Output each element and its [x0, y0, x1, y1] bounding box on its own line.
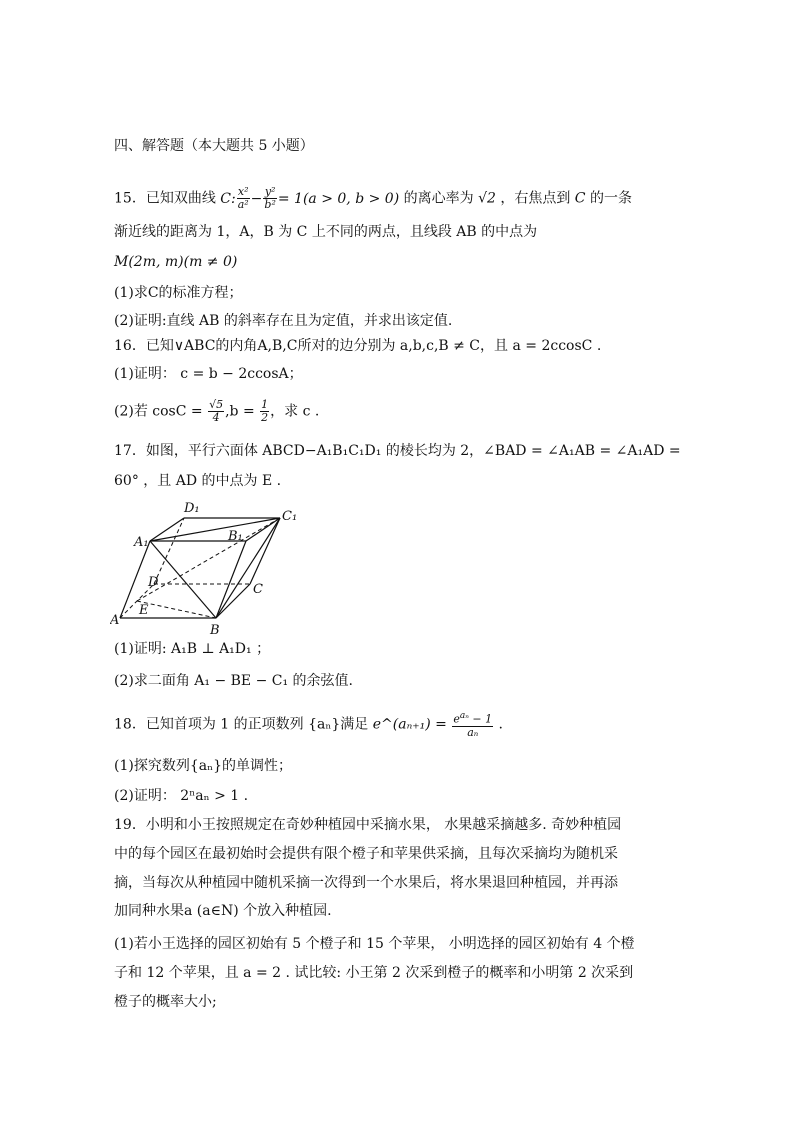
q19-part-1-line-3: 橙子的概率大小; [114, 994, 217, 1010]
q16-p2-text-a: (2)若 cosC = [114, 403, 208, 420]
q15-text-b: 的离心率为 [403, 190, 479, 207]
fraction-sqrt5-over-4: $\frac{√5}{4}$ [209, 398, 224, 424]
q16-p2-text-c: ，求 c . [270, 403, 320, 420]
q19-part-1-line-1: (1)若小王选择的园区初始有 5 个橙子和 15 个苹果， 小明选择的园区初始有 4 个橙 [114, 936, 635, 952]
q15-text-e: 的一条 [589, 190, 632, 207]
q19-line-4: 加同种水果a (a∈N) 个放入种植园. [114, 903, 332, 919]
label-A: A [110, 613, 120, 628]
q18-part-2: (2)证明： 2ⁿaₙ > 1 . [114, 788, 249, 804]
q17-line-2: 60° ，且 AD 的中点为 E . [114, 473, 282, 489]
q16-part-2 [114, 399, 319, 424]
label-C1: C₁ [282, 509, 298, 524]
q15-part-2: (2)证明:直线 AB 的斜率存在且为定值，并求出该定值. [114, 313, 453, 329]
section-title: 四、解答题（本大题共 5 小题） [114, 138, 314, 154]
label-B1: B₁ [228, 529, 243, 544]
q18-line-1: 18．已知首项为 1 的正项数列 {aₙ}满足 e^(aₙ₊₁) = $\frac{e^{a_n} - 1}{\text{aₙ}}$ . [114, 711, 503, 739]
label-B: B [210, 623, 220, 636]
parallelepiped-figure [110, 496, 310, 636]
q18-fraction: $\frac{e^{a_n} - 1}{\text{aₙ}}$ [453, 711, 493, 739]
q18-part-1: (1)探究数列{aₙ}的单调性； [114, 758, 293, 774]
q18-text-a: 18．已知首项为 1 的正项数列 {aₙ}满足 [114, 716, 373, 733]
label-D: D [148, 575, 159, 590]
label-D1: D₁ [184, 501, 200, 516]
q18-exp-left: e^(aₙ₊₁) = [372, 716, 452, 733]
q16-part-1: (1)证明： c = b − 2ccosA； [114, 366, 303, 382]
q15-c-symbol: C [574, 190, 586, 207]
q15-text-a: 15．已知双曲线 [114, 190, 221, 207]
hyperbola-equation: C: $\frac{\text{x²}}{\text{a²}}$ − $\frac{\text{y²}}{\text{b²}}$ = 1(a > 0, b > 0) [220, 185, 400, 211]
q19-line-2: 中的每个园区在最初始时会提供有限个橙子和苹果供采摘，且每次采摘均为随机采 [114, 846, 618, 862]
q15-line-2: 渐近线的距离为 1，A，B 为 C 上不同的两点，且线段 AB 的中点为 [114, 224, 538, 240]
label-C: C [253, 582, 263, 597]
q19-part-1-line-2: 子和 12 个苹果，且 a = 2 . 试比较: 小王第 2 次采到橙子的概率和小明第 2 次采到 [114, 965, 634, 981]
eccentricity-value: √2 [478, 190, 496, 207]
fraction-1-over-2: $\frac{1}{2}$ [261, 398, 269, 424]
q15-part-1: (1)求C的标准方程； [114, 285, 243, 301]
q19-line-1: 19．小明和小王按照规定在奇妙种植园中采摘水果， 水果越采摘越多. 奇妙种植园 [114, 817, 622, 833]
q15-line-1 [114, 186, 632, 211]
q16-line-1: 16．已知∨ABC的内角A,B,C所对的边分别为 a,b,c,B ≠ C，且 a = 2ccosC . [114, 338, 602, 354]
q17-line-1: 17．如图，平行六面体 ABCD−A₁B₁C₁D₁ 的棱长均为 2，∠BAD = ∠A₁AB = ∠A₁AD = [114, 443, 681, 459]
q19-line-3: 摘，当每次从种植园中随机采摘一次得到一个水果后，将水果退回种植园，并再添 [114, 875, 618, 891]
q16-p2-text-b: ,b = [225, 403, 260, 420]
q15-text-d: ，右焦点到 [500, 190, 575, 207]
label-E: E [139, 603, 149, 618]
q17-part-2: (2)求二面角 A₁ − BE − C₁ 的余弦值. [114, 673, 353, 689]
label-A1: A₁ [134, 535, 149, 550]
q17-part-1: (1)证明: A₁B ⊥ A₁D₁ ； [114, 641, 271, 657]
q15-midpoint: M(2m, m)(m ≠ 0) [114, 254, 238, 270]
